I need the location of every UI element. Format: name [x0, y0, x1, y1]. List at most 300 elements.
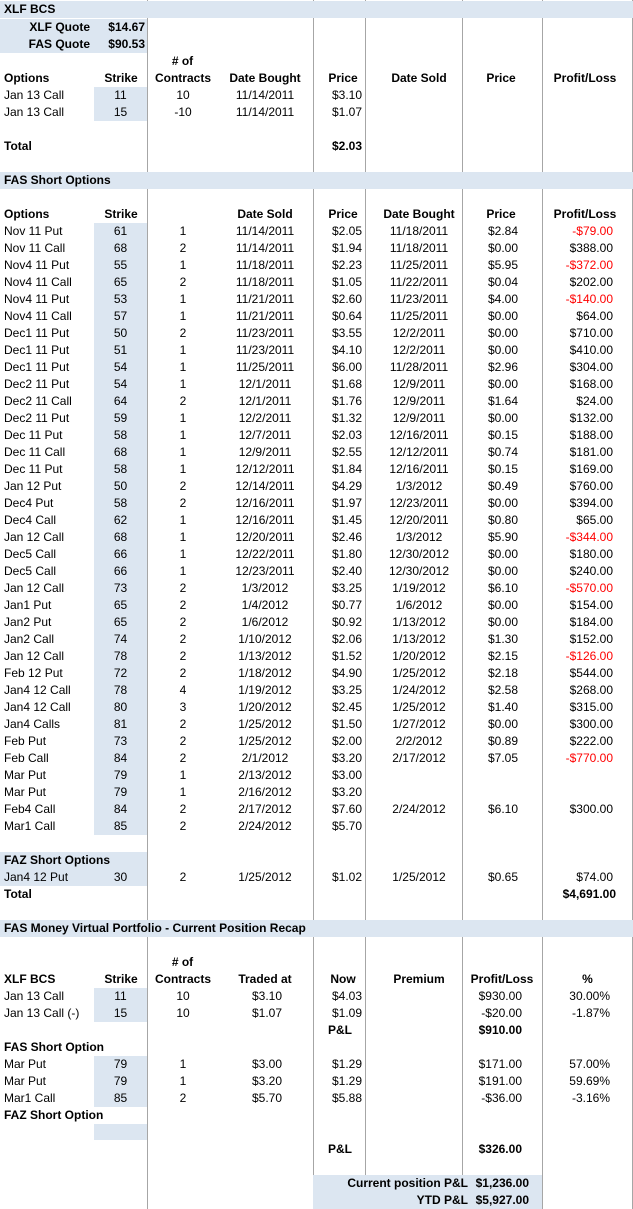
total-label: Total	[4, 887, 32, 901]
profit-loss	[540, 784, 613, 801]
now-price: $5.88	[331, 1091, 362, 1105]
price: $1.76	[331, 394, 362, 408]
contracts: 1	[179, 462, 187, 476]
price: $2.96	[487, 360, 518, 374]
profit-loss: $24.00	[576, 394, 613, 408]
date-sold: 11/23/2011	[235, 343, 295, 357]
price: $0.00	[487, 547, 518, 561]
xlf-quote-value: $14.67	[108, 20, 145, 34]
contracts: 1	[179, 1074, 187, 1088]
contracts: 2	[179, 666, 187, 680]
profit-loss: $268.00	[569, 683, 613, 697]
profit-loss: -$372.00	[565, 258, 613, 272]
price: $1.94	[331, 241, 362, 255]
option-name: Jan1 Put	[4, 598, 52, 612]
date-sold: 1/19/2012	[238, 683, 292, 697]
fas-quote-value: $90.53	[108, 37, 145, 51]
strike: 79	[113, 1057, 128, 1071]
price: $3.00	[331, 768, 362, 782]
price: $0.00	[487, 717, 518, 731]
strike: 61	[113, 224, 128, 238]
option-name: Nov 11 Put	[4, 224, 63, 238]
contracts: 1	[179, 547, 187, 561]
price: $0.74	[487, 445, 518, 459]
price: $3.25	[331, 683, 362, 697]
section-title: FAS Money Virtual Portfolio - Current Position Recap	[4, 921, 306, 935]
option-name: Jan 13 Call	[4, 105, 65, 119]
price: $1.80	[331, 547, 362, 561]
option-name: Dec5 Call	[4, 564, 57, 578]
price: $4.10	[331, 343, 362, 357]
profit-loss: $171.00	[478, 1057, 522, 1071]
percent: 30.00%	[569, 989, 610, 1003]
price: $0.89	[487, 734, 518, 748]
profit-loss	[540, 818, 613, 835]
current-pl-label: Current position P&L	[347, 1176, 468, 1190]
date-bought: 12/2/2011	[392, 326, 446, 340]
price: $3.20	[331, 785, 362, 799]
option-name: Dec 11 Put	[4, 428, 63, 442]
date-bought: 1/25/2012	[392, 870, 446, 884]
profit-loss: $710.00	[569, 326, 613, 340]
profit-loss: $300.00	[569, 717, 613, 731]
section-title: FAZ Short Option	[4, 1108, 104, 1122]
contracts: 2	[179, 479, 187, 493]
profit-loss: -$344.00	[565, 530, 613, 544]
price: $0.80	[487, 513, 518, 527]
header-cell: %	[582, 972, 593, 986]
option-name: Dec1 11 Put	[4, 360, 70, 374]
strike: 72	[113, 666, 128, 680]
pl-value: $326.00	[478, 1142, 522, 1156]
strike: 53	[113, 292, 128, 306]
date-bought: 1/19/2012	[392, 581, 446, 595]
profit-loss: $181.00	[569, 445, 613, 459]
contracts: 1	[179, 768, 187, 782]
price: $5.95	[487, 258, 518, 272]
profit-loss: $930.00	[478, 989, 522, 1003]
contracts: 1	[179, 530, 187, 544]
date-sold: 11/21/2011	[235, 292, 295, 306]
option-name: Mar Put	[4, 1074, 47, 1088]
option-name: Feb 12 Put	[4, 666, 63, 680]
price: $3.10	[331, 88, 362, 102]
date-sold: 1/25/2012	[238, 734, 292, 748]
date-sold: 12/22/2011	[235, 547, 295, 561]
header-cell: Date Bought	[383, 207, 455, 221]
profit-loss: -$20.00	[481, 1006, 522, 1020]
strike: 54	[113, 360, 128, 374]
price: $2.06	[331, 632, 362, 646]
option-name: Mar Put	[4, 768, 47, 782]
strike: 66	[113, 564, 128, 578]
strike: 30	[113, 870, 128, 884]
price: $1.02	[331, 870, 362, 884]
price: $2.46	[331, 530, 362, 544]
total-label: Total	[4, 139, 32, 153]
contracts: 1	[179, 513, 187, 527]
profit-loss: $65.00	[576, 513, 613, 527]
date-bought: 12/20/2011	[389, 513, 449, 527]
price: $1.07	[331, 105, 362, 119]
profit-loss: $169.00	[569, 462, 613, 476]
traded-at: $3.20	[251, 1074, 282, 1088]
price: $2.00	[331, 734, 362, 748]
date-bought: 12/2/2011	[392, 343, 446, 357]
strike: 58	[113, 428, 128, 442]
date-bought: 1/13/2012	[392, 632, 446, 646]
price: $0.00	[487, 411, 518, 425]
date-bought: 1/25/2012	[392, 666, 446, 680]
date-bought: 11/18/2011	[389, 224, 449, 238]
option-name: Dec5 Call	[4, 547, 57, 561]
strike: 15	[113, 105, 128, 119]
option-name: Nov4 11 Put	[4, 292, 70, 306]
date-bought: 12/9/2011	[392, 394, 446, 408]
date-sold: 12/16/2011	[235, 513, 295, 527]
header-cell: Strike	[104, 207, 138, 221]
date-sold: 2/13/2012	[238, 768, 292, 782]
contracts: 2	[179, 581, 187, 595]
price: $1.05	[331, 275, 362, 289]
contracts: 3	[179, 700, 187, 714]
header-cell: Date Sold	[237, 207, 293, 221]
price: $2.23	[331, 258, 362, 272]
price: $0.00	[487, 241, 518, 255]
option-name: Nov4 11 Call	[4, 275, 72, 289]
strike: 73	[113, 734, 128, 748]
header-cell: Price	[486, 207, 516, 221]
profit-loss: $154.00	[569, 598, 613, 612]
contracts: 2	[179, 734, 187, 748]
profit-loss: -$770.00	[565, 751, 613, 765]
strike: 55	[113, 258, 128, 272]
option-name: Jan2 Call	[4, 632, 55, 646]
profit-loss: $394.00	[569, 496, 613, 510]
date-bought: 12/23/2011	[389, 496, 449, 510]
fas-quote-label: FAS Quote	[28, 37, 90, 51]
strike: 85	[113, 1091, 128, 1105]
date-bought: 12/30/2012	[388, 547, 450, 561]
price: $0.00	[487, 564, 518, 578]
strike: 68	[113, 241, 128, 255]
option-name: Mar Put	[4, 1057, 47, 1071]
profit-loss: -$126.00	[565, 649, 613, 663]
strike: 11	[114, 989, 127, 1003]
profit-loss: $760.00	[569, 479, 613, 493]
option-name: Feb Call	[4, 751, 49, 765]
contracts: 1	[179, 343, 187, 357]
contracts: 1	[179, 428, 187, 442]
contracts: 2	[179, 394, 187, 408]
date-bought: 12/9/2011	[392, 411, 446, 425]
header-cell: Profit/Loss	[553, 71, 617, 85]
price: $2.58	[487, 683, 518, 697]
price: $1.84	[331, 462, 362, 476]
price: $0.15	[487, 462, 518, 476]
date-bought: 1/6/2012	[395, 598, 443, 612]
current-pl-value: $1,236.00	[475, 1176, 529, 1190]
profit-loss: $74.00	[576, 870, 613, 884]
profit-loss: $388.00	[569, 241, 613, 255]
traded-at: $3.10	[251, 989, 282, 1003]
strike-shade	[94, 1124, 147, 1140]
contracts: 2	[179, 275, 187, 289]
strike: 84	[113, 802, 128, 816]
price: $2.55	[331, 445, 362, 459]
price: $0.04	[487, 275, 518, 289]
strike: 65	[113, 598, 128, 612]
price: $6.00	[331, 360, 362, 374]
header-cell: Strike	[104, 972, 138, 986]
date-bought: 2/2/2012	[395, 734, 443, 748]
price: $1.45	[331, 513, 362, 527]
contracts: 1	[179, 258, 187, 272]
option-name: Dec 11 Put	[4, 462, 63, 476]
profit-loss: $240.00	[569, 564, 613, 578]
header-cell: Date Bought	[229, 71, 301, 85]
profit-loss: $188.00	[569, 428, 613, 442]
header-cell: Price	[328, 207, 358, 221]
strike: 57	[113, 309, 128, 323]
date-sold: 12/16/2011	[235, 496, 295, 510]
date-sold: 2/16/2012	[238, 785, 292, 799]
strike: 78	[113, 649, 128, 663]
contracts: 2	[179, 496, 187, 510]
strike: 15	[113, 1006, 128, 1020]
option-name: Jan4 12 Put	[4, 870, 69, 884]
date-sold: 12/1/2011	[238, 377, 292, 391]
profit-loss: $410.00	[569, 343, 613, 357]
total-value: $4,691.00	[562, 887, 616, 901]
header-cell: Contracts	[154, 972, 211, 986]
price: $0.00	[487, 343, 518, 357]
contracts: 1	[179, 411, 187, 425]
profit-loss: -$140.00	[565, 292, 613, 306]
price: $1.40	[487, 700, 518, 714]
pl-label: P&L	[328, 1023, 352, 1037]
date-bought: 2/24/2012	[392, 802, 446, 816]
price: $5.90	[487, 530, 518, 544]
header-cell: Price	[486, 71, 516, 85]
percent: 57.00%	[569, 1057, 610, 1071]
price: $3.20	[331, 751, 362, 765]
option-name: Jan 12 Put	[4, 479, 62, 493]
price: $0.64	[331, 309, 362, 323]
strike: 51	[113, 343, 128, 357]
strike: 73	[113, 581, 128, 595]
contracts: 10	[176, 989, 190, 1003]
price	[465, 784, 518, 801]
date-sold: 1/6/2012	[241, 615, 289, 629]
contracts: 1	[179, 564, 187, 578]
date-sold: 11/14/2011	[235, 241, 295, 255]
date-bought: 11/14/2011	[235, 105, 295, 119]
strike: 62	[113, 513, 128, 527]
contracts: 1	[179, 445, 187, 459]
contracts: 2	[179, 717, 187, 731]
date-bought: 11/28/2011	[389, 360, 449, 374]
date-bought: 12/16/2011	[389, 462, 449, 476]
strike: 66	[113, 547, 128, 561]
section-title: FAS Short Option	[4, 1040, 104, 1054]
profit-loss: $202.00	[569, 275, 613, 289]
price: $2.15	[487, 649, 518, 663]
option-name: Jan4 Calls	[4, 717, 61, 731]
percent: -1.87%	[571, 1006, 610, 1020]
date-bought: 11/23/2011	[389, 292, 449, 306]
contracts: 10	[176, 88, 190, 102]
price: $4.29	[331, 479, 362, 493]
contracts: 1	[179, 224, 187, 238]
price: $4.90	[331, 666, 362, 680]
strike: 58	[113, 462, 128, 476]
pl-value: $910.00	[478, 1023, 522, 1037]
option-name: Dec1 11 Put	[4, 326, 70, 340]
price: $5.70	[331, 819, 362, 833]
date-bought: 1/20/2012	[392, 649, 446, 663]
traded-at: $3.00	[251, 1057, 282, 1071]
price: $0.77	[331, 598, 362, 612]
option-name: Dec2 11 Put	[4, 411, 70, 425]
contracts: 2	[179, 802, 187, 816]
profit-loss: $222.00	[569, 734, 613, 748]
option-name: Nov4 11 Put	[4, 258, 70, 272]
strike: 79	[113, 1074, 128, 1088]
profit-loss: $152.00	[569, 632, 613, 646]
contracts: 2	[179, 326, 187, 340]
header-cell: # of	[171, 955, 194, 969]
option-name: Jan4 12 Call	[4, 700, 71, 714]
date-bought	[370, 767, 468, 784]
profit-loss: -$570.00	[565, 581, 613, 595]
price: $1.32	[331, 411, 362, 425]
contracts: 1	[179, 377, 187, 391]
date-sold: 2/24/2012	[238, 819, 292, 833]
date-bought: 12/12/2011	[389, 445, 449, 459]
contracts: 4	[179, 683, 187, 697]
option-name: Jan 13 Call	[4, 88, 65, 102]
profit-loss: -$79.00	[572, 224, 613, 238]
date-bought: 11/22/2011	[389, 275, 449, 289]
now-price: $1.29	[331, 1074, 362, 1088]
contracts: 2	[179, 615, 187, 629]
contracts: 2	[179, 819, 187, 833]
profit-loss: $64.00	[576, 309, 613, 323]
price: $0.92	[331, 615, 362, 629]
price: $2.45	[331, 700, 362, 714]
date-bought: 1/3/2012	[395, 479, 443, 493]
date-sold: 1/18/2012	[238, 666, 292, 680]
header-cell: Options	[4, 207, 50, 221]
option-name: Jan 12 Call	[4, 530, 65, 544]
date-sold: 11/25/2011	[235, 360, 295, 374]
date-sold: 2/1/2012	[241, 751, 289, 765]
strike: 50	[113, 479, 128, 493]
profit-loss: $180.00	[569, 547, 613, 561]
header-cell: Options	[4, 71, 50, 85]
strike: 50	[113, 326, 128, 340]
contracts: 1	[179, 785, 187, 799]
date-bought: 1/27/2012	[392, 717, 446, 731]
option-name: Dec1 11 Put	[4, 343, 70, 357]
ytd-pl-label: YTD P&L	[416, 1193, 468, 1207]
option-name: Dec4 Call	[4, 513, 57, 527]
profit-loss: $191.00	[478, 1074, 522, 1088]
date-sold: 1/25/2012	[238, 870, 292, 884]
strike: 65	[113, 615, 128, 629]
price: $0.65	[487, 870, 518, 884]
header-cell: Profit/Loss	[470, 972, 534, 986]
date-bought: 1/13/2012	[392, 615, 446, 629]
now-price: $1.09	[331, 1006, 362, 1020]
contracts: 2	[179, 241, 187, 255]
profit-loss: $544.00	[569, 666, 613, 680]
option-name: Jan 13 Call (-)	[4, 1006, 80, 1020]
header-cell: Strike	[104, 71, 138, 85]
price: $0.15	[487, 428, 518, 442]
header-cell: Now	[330, 972, 356, 986]
strike: 79	[113, 785, 128, 799]
price: $0.00	[487, 326, 518, 340]
strike: 74	[113, 632, 128, 646]
date-sold: 11/23/2011	[235, 326, 295, 340]
price: $2.40	[331, 564, 362, 578]
option-name: Feb4 Call	[4, 802, 56, 816]
date-bought: 11/18/2011	[389, 241, 449, 255]
profit-loss: $132.00	[569, 411, 613, 425]
xlf-quote-label: XLF Quote	[29, 20, 90, 34]
option-name: Jan4 12 Call	[4, 683, 71, 697]
contracts: 1	[179, 292, 187, 306]
price	[465, 767, 518, 784]
date-bought: 11/25/2011	[389, 258, 449, 272]
contracts: -10	[174, 105, 192, 119]
contracts: 2	[179, 649, 187, 663]
price: $7.05	[487, 751, 518, 765]
date-sold: 2/17/2012	[238, 802, 292, 816]
price: $6.10	[487, 581, 518, 595]
price: $2.03	[331, 428, 362, 442]
strike: 54	[113, 377, 128, 391]
price: $1.68	[331, 377, 362, 391]
date-sold: 12/23/2011	[235, 564, 295, 578]
date-sold: 11/18/2011	[235, 275, 295, 289]
date-bought	[370, 818, 468, 835]
price: $7.60	[331, 802, 362, 816]
date-bought: 12/16/2011	[389, 428, 449, 442]
strike: 81	[113, 717, 128, 731]
percent: -3.16%	[571, 1091, 610, 1105]
price: $1.97	[331, 496, 362, 510]
header-cell: # of	[171, 54, 194, 68]
option-name: Dec4 Put	[4, 496, 54, 510]
ytd-pl-value: $5,927.00	[475, 1193, 529, 1207]
header-cell: XLF BCS	[4, 972, 56, 986]
date-bought: 12/30/2012	[388, 564, 450, 578]
price	[465, 818, 518, 835]
price: $3.55	[331, 326, 362, 340]
option-name: Jan 13 Call	[4, 989, 65, 1003]
header-cell: Profit/Loss	[553, 207, 617, 221]
section-title: FAZ Short Options	[4, 853, 110, 867]
date-bought: 2/17/2012	[392, 751, 446, 765]
date-bought: 11/14/2011	[235, 88, 295, 102]
date-sold: 12/9/2011	[238, 445, 292, 459]
date-sold: 12/1/2011	[238, 394, 292, 408]
option-name: Mar1 Call	[4, 819, 56, 833]
price: $6.10	[487, 802, 518, 816]
